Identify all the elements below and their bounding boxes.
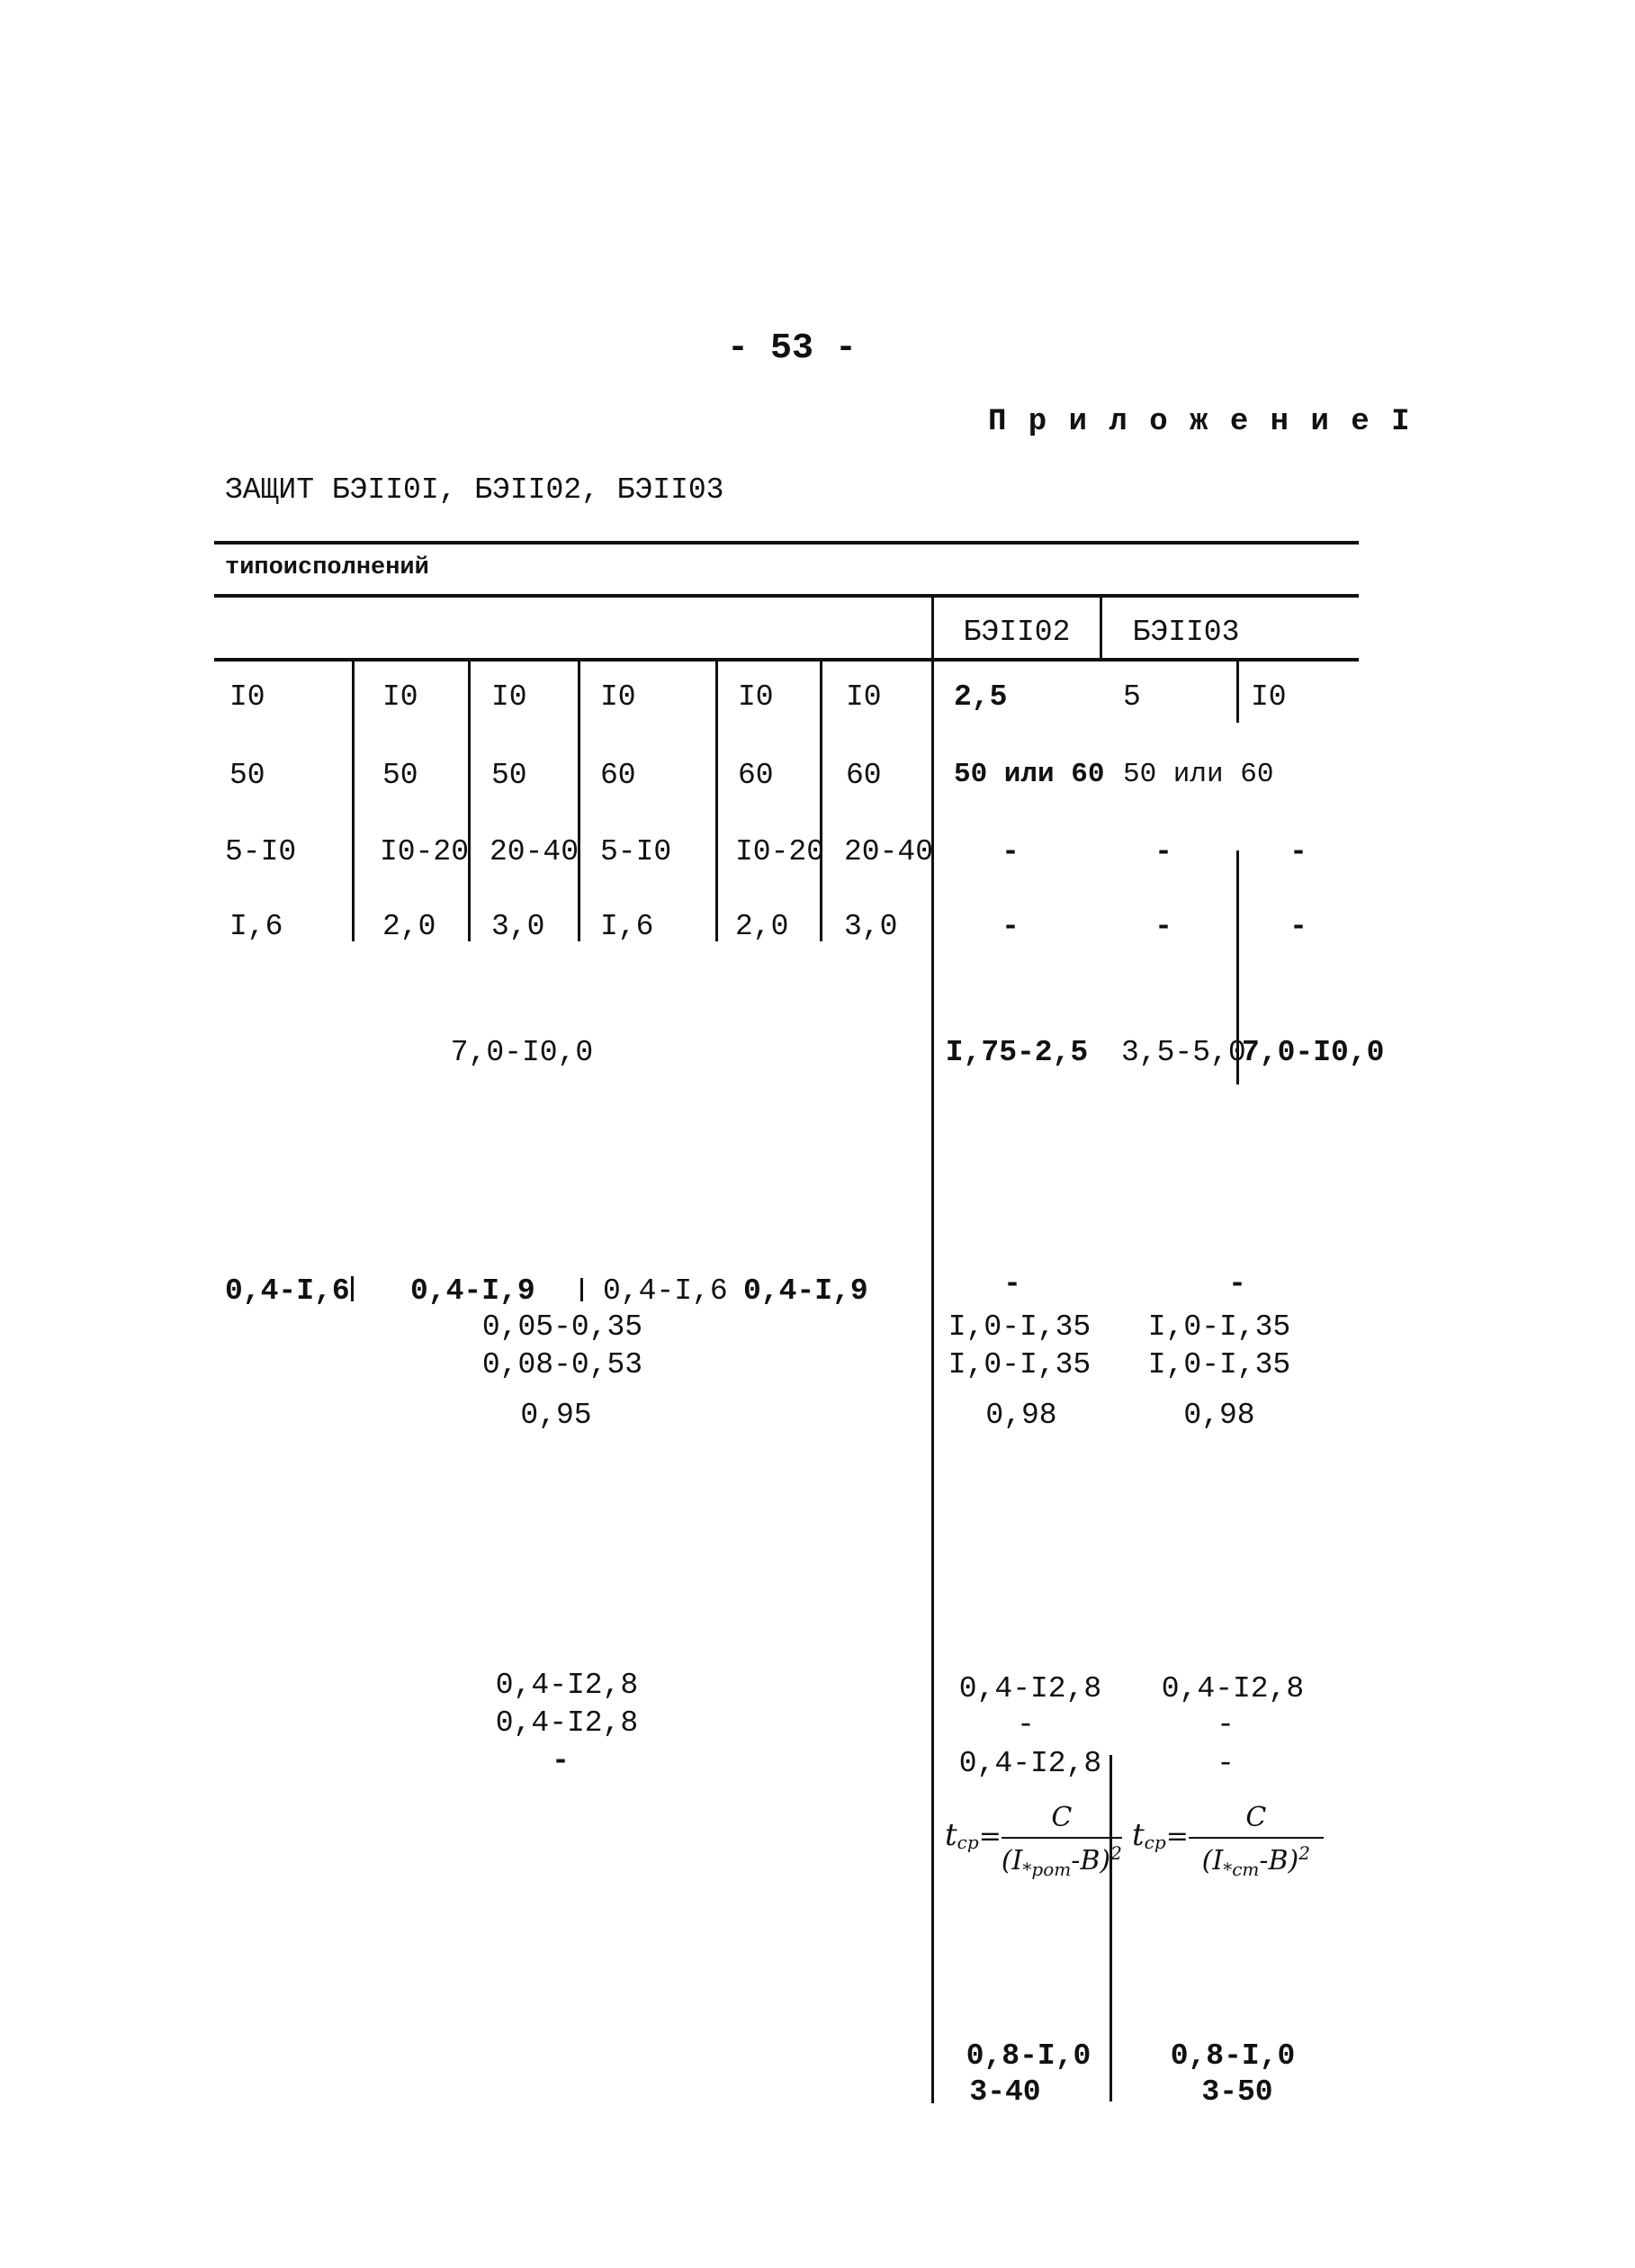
cell: 3-40 [969,2075,1041,2109]
cell: I0 [600,680,636,714]
cell: 0,98 [985,1399,1057,1432]
col-divider-4 [715,660,718,941]
cell: 3,0 [491,910,545,943]
cell: I0-20 [735,835,825,868]
cell: 2,0 [382,910,436,943]
row6-tick-1 [351,1276,354,1301]
cell: 0,4-I,9 [410,1274,535,1308]
cell: 0,4-I,6 [603,1274,728,1308]
cell: I,75-2,5 [945,1036,1089,1069]
cell: - [1217,1708,1235,1742]
row6-tick-2 [580,1278,583,1301]
col-divider-main [931,596,934,2103]
cell: 0,4-I2,8 [958,1672,1102,1706]
cell: I,0-I,35 [948,1348,1091,1382]
cell: 7,0-I0,0 [450,1036,594,1069]
cell: I0 [738,680,774,714]
cell: 7,0-I0,0 [1242,1036,1385,1069]
header-bottom-rule [214,658,1359,662]
col-header-be1102: БЭII02 [963,616,1071,649]
cell: 5-I0 [600,835,672,868]
cell: - [1228,1267,1246,1300]
cell: - [1002,835,1020,868]
types-label: типоисполнений [225,554,429,581]
cell: I,6 [229,910,283,943]
cell: - [1217,1747,1235,1780]
header-rule [214,594,1359,598]
cell: 50 [491,759,527,792]
formula-be1103: $t_{ср}=$ $\frac{C}{(I_{*ст}-B)^2}$ [1132,1802,1324,1880]
col-divider-2 [468,660,471,941]
cell: 0,4-I2,8 [495,1669,639,1702]
cell: 3,5-5,0 [1121,1036,1246,1069]
cell: 20-40 [490,835,579,868]
col-divider-be1103-r1 [1236,660,1239,723]
cell: I0 [491,680,527,714]
cell: 3-50 [1201,2075,1273,2109]
cell: 0,4-I2,8 [958,1747,1102,1780]
cell: 3,0 [844,910,898,943]
cell: - [1154,835,1172,868]
cell: 0,05-0,35 [481,1310,643,1344]
cell: 2,0 [735,910,789,943]
document-title: ЗАЩИТ БЭII0I, БЭII02, БЭII03 [225,473,724,507]
cell: I0 [1251,680,1287,714]
cell: 60 [846,759,882,792]
cell: I0-20 [380,835,470,868]
cell: I0 [229,680,265,714]
cell: 2,5 [954,680,1008,714]
table-top-rule [214,541,1359,544]
cell: 0,4-I,6 [225,1274,350,1308]
cell: - [1017,1708,1035,1742]
cell: 50 или 60 [1123,759,1274,790]
cell: - [1002,910,1020,943]
cell: 60 [738,759,774,792]
cell: 0,98 [1183,1399,1255,1432]
cell: I,0-I,35 [948,1310,1091,1344]
cell: I,0-I,35 [1147,1310,1291,1344]
cell: - [1289,835,1307,868]
formula-be1102: $t_{ср}=$ $\frac{C}{(I_{*рот}-B)^2}$ [945,1802,1122,1880]
cell: - [1003,1267,1021,1300]
cell: 0,08-0,53 [481,1348,643,1382]
cell: 60 [600,759,636,792]
cell: I,0-I,35 [1147,1348,1291,1382]
cell: 0,95 [520,1399,592,1432]
col-divider-5 [820,660,822,941]
col-header-be1103: БЭII03 [1132,616,1240,649]
cell: - [552,1744,570,1778]
cell: 0,4-I2,8 [495,1706,639,1740]
page-number: - 53 - [726,328,858,369]
cell: I0 [382,680,418,714]
cell: 0,8-I,0 [1170,2039,1296,2073]
cell: - [1289,910,1307,943]
cell: 50 [382,759,418,792]
cell: 5 [1123,680,1141,714]
cell: 0,8-I,0 [966,2039,1091,2073]
cell: 0,4-I,9 [743,1274,868,1308]
col-divider-header [1100,596,1102,659]
cell: 20-40 [844,835,934,868]
cell: 50 [229,759,265,792]
col-divider-1 [352,660,355,941]
cell: I0 [846,680,882,714]
cell: 0,4-I2,8 [1161,1672,1305,1706]
cell: I,6 [600,910,654,943]
col-divider-3 [578,660,580,941]
cell: - [1154,910,1172,943]
cell: 50 или 60 [954,759,1105,790]
appendix-label: П р и л о ж е н и е I [988,405,1412,439]
cell: 5-I0 [225,835,297,868]
